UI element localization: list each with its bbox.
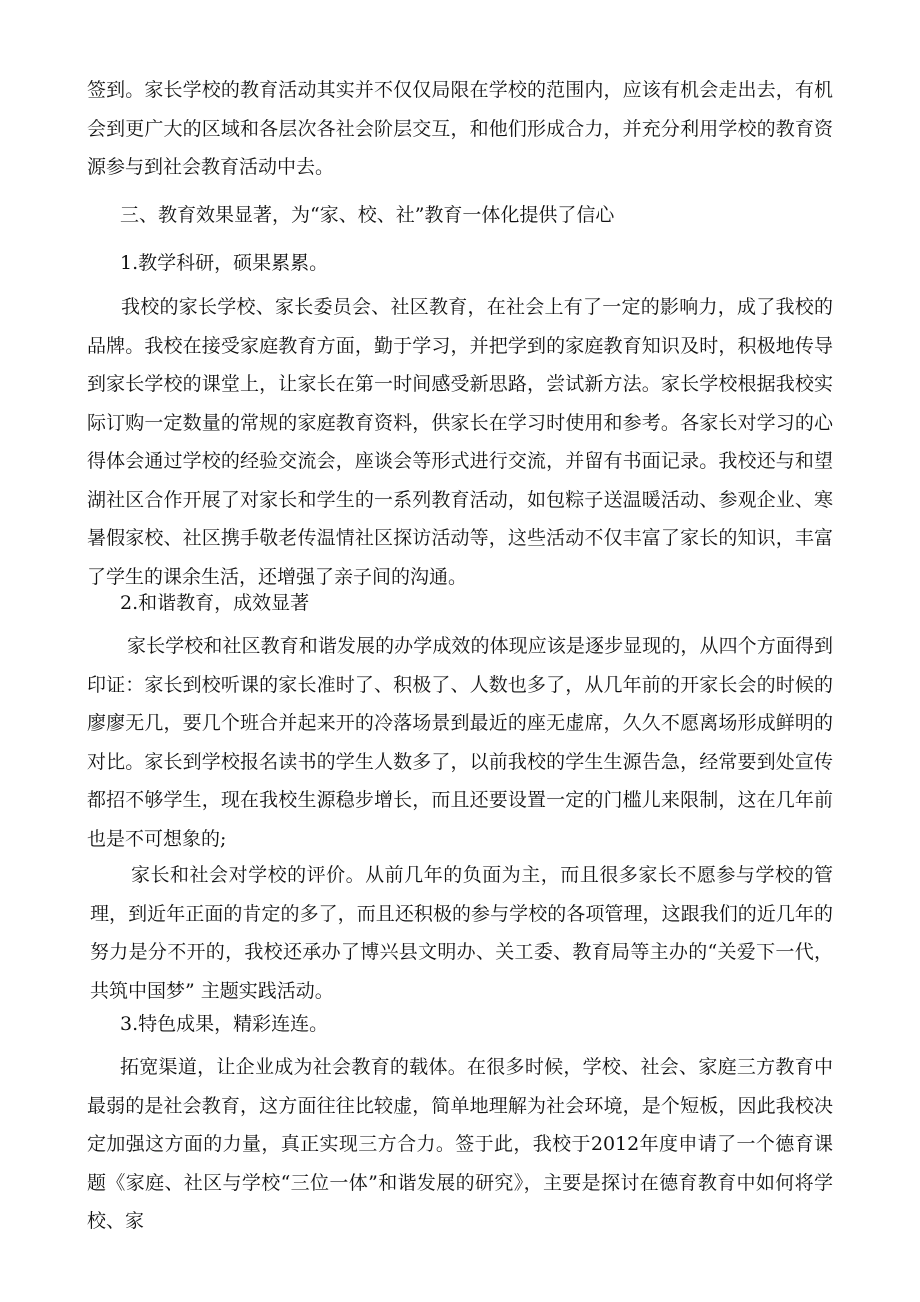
subheading-3-block [120,1005,833,1044]
paragraph-intro: 签到。家长学校的教育活动其实并不仅仅局限在学校的范围内，应该有机会走出去，有机会到更广大的区域和各层次各社会阶层交互，和他们形成合力，并充分利用学校的教育资源参与到社会教育活动中去。 [87,79,833,178]
subheading-research: 1.教学科研，硕果累累。 [120,252,329,274]
paragraph-achievements: 拓宽渠道，让企业成为社会教育的载体。在很多时候，学校、社会、家庭三方教育中最弱的是社会教育，这方面往往比较虚，简单地理解为社会环境，是个短板，因此我校决定加强这方面的力量，真正实现三方合力。签于此，我校于2012年度申请了一个德育课题《家庭、社区与学校“三位一体”和谐发展的研究》，主要是探讨在德育教育中如何将学校、家 [87,1056,833,1232]
section-heading-block [120,196,833,235]
paragraph-research-block [87,288,833,596]
paragraph-intro-block [87,71,833,187]
subheading-2-block [120,584,833,623]
subheading-harmony: 2.和谐教育，成效显著 [120,592,310,614]
subheading-achievements: 3.特色成果，精彩连连。 [120,1013,329,1035]
paragraph-evaluation: 家长和社会对学校的评价。从前几年的负面为主，而且很多家长不愿参与学校的管理，到近年正面的肯定的多了，而且还积极的参与学校的各项管理，这跟我们的近几年的努力是分不开的，我校还承办了博兴县文明办、关工委、教育局等主办的“关爱下一代，共筑中国梦” 主题实践活动。 [90,864,833,1002]
paragraph-evaluation-block [90,856,833,1010]
section-heading: 三、教育效果显著，为“家、校、社”教育一体化提供了信心 [120,204,615,226]
subheading-1-block [120,244,833,283]
paragraph-achievements-block [87,1048,833,1241]
paragraph-research: 我校的家长学校、家长委员会、社区教育，在社会上有了一定的影响力，成了我校的品牌。我校在接受家庭教育方面，勤于学习，并把学到的家庭教育知识及时，积极地传导到家长学校的课堂上，让家长在第一时间感受新思路，尝试新方法。家长学校根据我校实际订购一定数量的常规的家庭教育资料，供家长在学习时使用和参考。各家长对学习的心得体会通过学校的经验交流会，座谈会等形式进行交流，并留有书面记录。我校还与和望湖社区合作开展了对家长和学生的一系列教育活动，如包粽子送温暖活动、参观企业、寒暑假家校、社区携手敬老传温情社区探访活动等，这些活动不仅丰富了家长的知识，丰富了学生的课余生活，还增强了亲子间的沟通。 [87,296,833,588]
paragraph-harmony-block [87,627,833,858]
paragraph-harmony: 家长学校和社区教育和谐发展的办学成效的体现应该是逐步显现的，从四个方面得到印证：家长到校听课的家长准时了、积极了、人数也多了，从几年前的开家长会的时候的廖廖无几，要几个班合并起来开的冷落场景到最近的座无虚席，久久不愿离场形成鲜明的对比。家长到学校报名读书的学生人数多了，以前我校的学生生源告急，经常要到处宣传都招不够学生，现在我校生源稳步增长，而且还要设置一定的门槛儿来限制，这在几年前也是不可想象的; [87,635,833,850]
